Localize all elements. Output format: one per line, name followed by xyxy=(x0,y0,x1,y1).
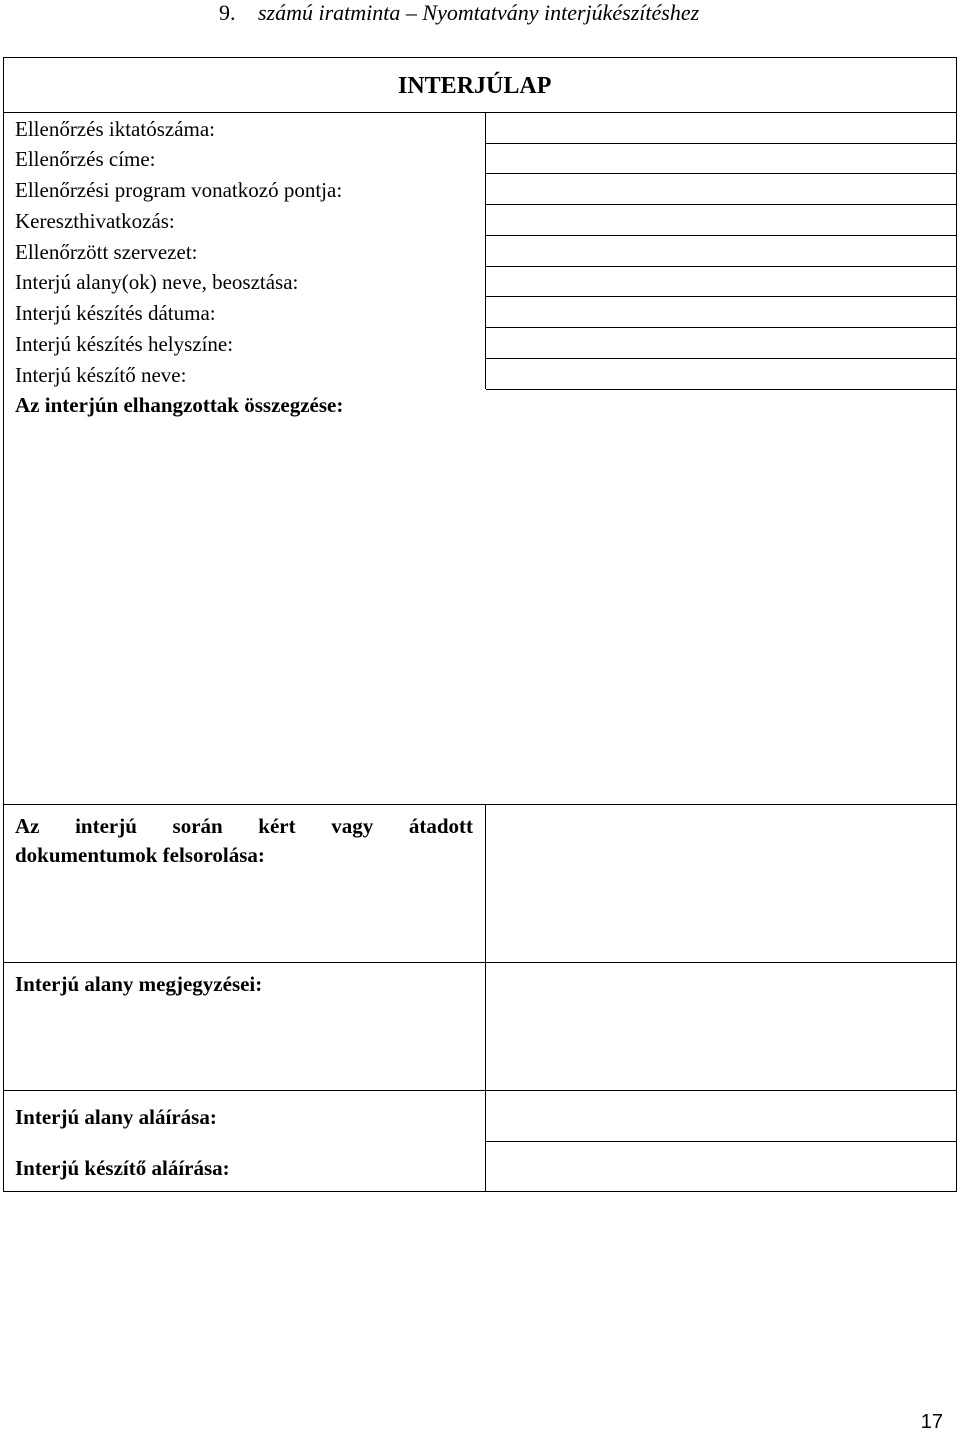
field-value-cim[interactable] xyxy=(486,144,956,172)
field-value-iktatoszam[interactable] xyxy=(486,113,956,142)
summary-label: Az interjún elhangzottak összegzése: xyxy=(15,393,344,417)
page-header xyxy=(0,0,960,30)
summary-area[interactable] xyxy=(4,420,956,803)
field-label: Ellenőrzés címe: xyxy=(15,147,156,171)
field-label: Ellenőrzés iktatószáma: xyxy=(15,117,216,141)
field-value-szervezet[interactable] xyxy=(486,236,956,265)
field-label: Ellenőrzési program vonatkozó pontja: xyxy=(15,178,343,202)
documents-label xyxy=(15,812,473,870)
documents-label-line2: dokumentumok felsorolása: xyxy=(15,843,265,867)
field-label: Kereszthivatkozás: xyxy=(15,209,175,233)
field-value-keszito[interactable] xyxy=(486,359,956,388)
remarks-label: Interjú alany megjegyzései: xyxy=(15,972,263,996)
field-label: Ellenőrzött szervezet: xyxy=(15,240,198,264)
field-value-kereszthivatkozas[interactable] xyxy=(486,205,956,234)
documents-label-line1: Az interjú során kért vagy átadott xyxy=(15,814,473,838)
field-value-program-pont[interactable] xyxy=(486,174,956,203)
field-label: Interjú készítés helyszíne: xyxy=(15,332,234,356)
template-number: 9. xyxy=(219,0,236,25)
template-title: számú iratminta – Nyomtatvány interjúkészítéshez xyxy=(258,0,700,25)
page-number: 17 xyxy=(920,1411,943,1433)
documents-value[interactable] xyxy=(486,805,956,961)
remarks-value[interactable] xyxy=(486,963,956,1089)
field-label: Interjú készítés dátuma: xyxy=(15,301,216,325)
field-label: Interjú készítő neve: xyxy=(15,363,187,387)
field-value-datum[interactable] xyxy=(486,297,956,326)
interviewer-signature-label: Interjú készítő aláírása: xyxy=(15,1156,230,1180)
field-label: Interjú alany(ok) neve, beosztása: xyxy=(15,270,299,294)
subject-signature-label: Interjú alany aláírása: xyxy=(15,1105,217,1129)
field-value-helyszin[interactable] xyxy=(486,328,956,357)
subject-signature-field[interactable] xyxy=(486,1091,956,1140)
divider xyxy=(486,389,957,390)
form-title: INTERJÚLAP xyxy=(398,73,552,99)
field-value-alany[interactable] xyxy=(486,267,956,295)
interviewer-signature-field[interactable] xyxy=(486,1142,956,1191)
